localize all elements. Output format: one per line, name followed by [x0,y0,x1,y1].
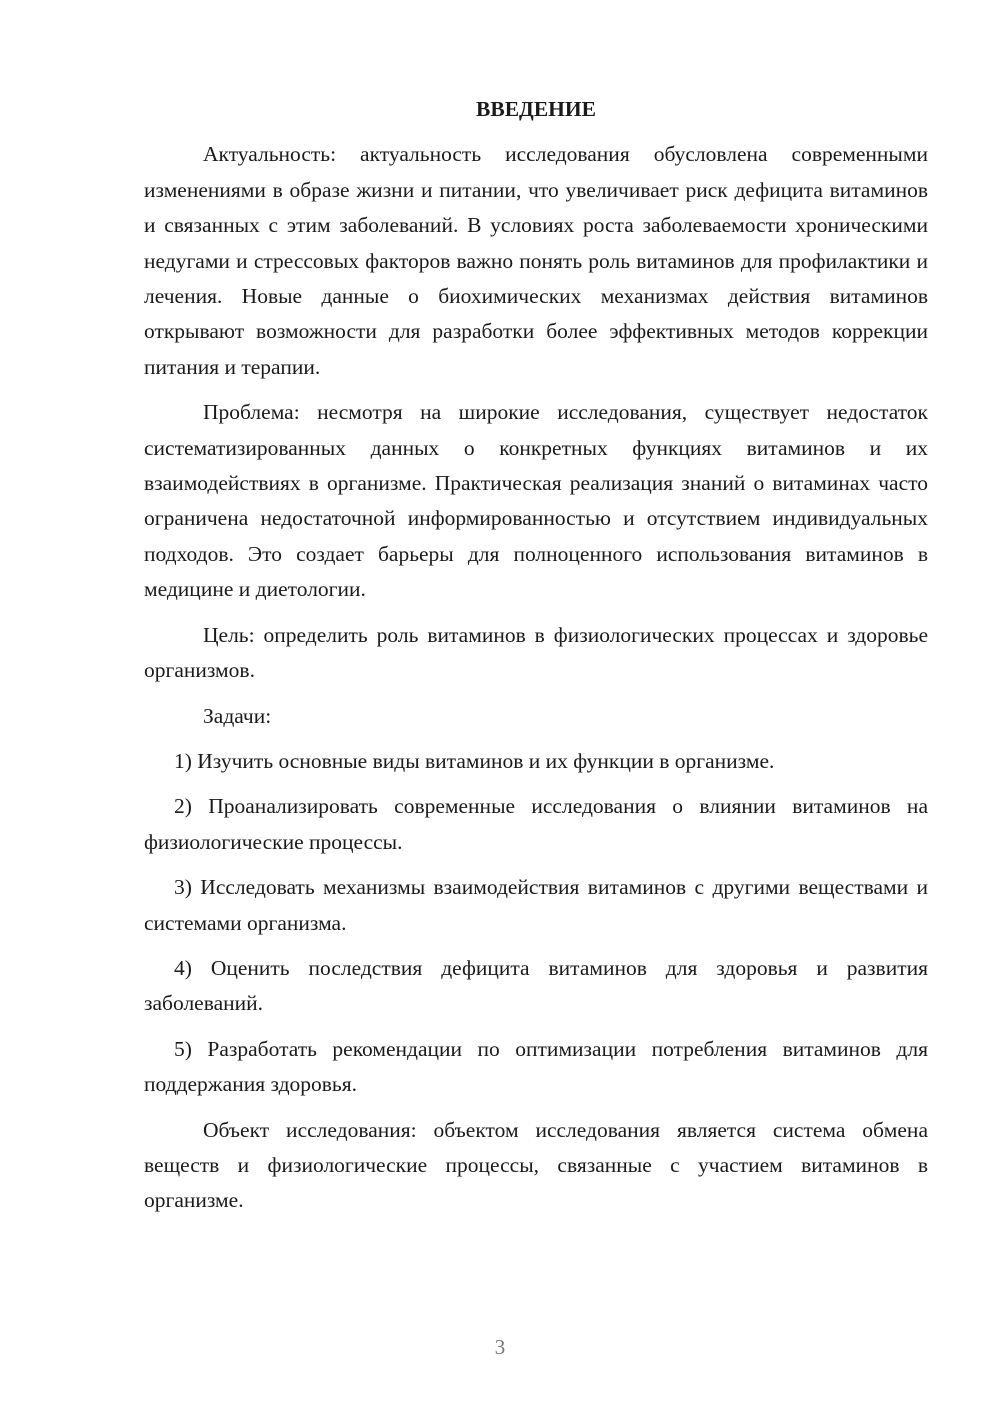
paragraph-goal: Цель: определить роль витаминов в физиологических процессах и здоровье организмов. [144,622,928,683]
task-item-2: 2) Проанализировать современные исследования о влиянии витаминов на физиологические процессы. [144,794,928,854]
paragraph-tasks-heading: Задачи: [203,703,272,728]
task-item-5: 5) Разработать рекомендации по оптимизации потребления витаминов для поддержания здоровья. [144,1036,928,1097]
paragraph-problem: Проблема: несмотря на широкие исследования, существует недостаток систематизированных данных о конкретных функциях витаминов и их взаимодействиях в организме. Практическая реализация знаний о витаминах часто ограничена недостаточной информированностью и отсутствием индивидуальных подходов. Это создает барьеры для полноценного использования витаминов в медицине и диетологии. [144,400,928,602]
task-item-3: 3) Исследовать механизмы взаимодействия витаминов с другими веществами и системами организма. [144,875,928,935]
task-item-1: 1) Изучить основные виды витаминов и их функции в организме. [174,748,775,773]
section-title: ВВЕДЕНИЕ [476,97,596,121]
task-item-4: 4) Оценить последствия дефицита витаминов для здоровья и развития заболеваний. [144,955,928,1016]
page-number: 3 [494,1335,506,1359]
paragraph-research-object: Объект исследования: объектом исследования является система обмена веществ и физиологические процессы, связанные с участием витаминов в организме. [144,1117,928,1213]
page-content [144,92,928,1229]
paragraph-relevance: Актуальность: актуальность исследования обусловлена современными изменениями в образе жизни и питании, что увеличивает риск дефицита витаминов и связанных с этим заболеваний. В условиях роста заболеваемости хроническими недугами и стрессовых факторов важно понять роль витаминов для профилактики и лечения. Новые данные о биохимических механизмах действия витаминов открывают возможности для разработки более эффективных методов коррекции питания и терапии. [144,142,928,379]
